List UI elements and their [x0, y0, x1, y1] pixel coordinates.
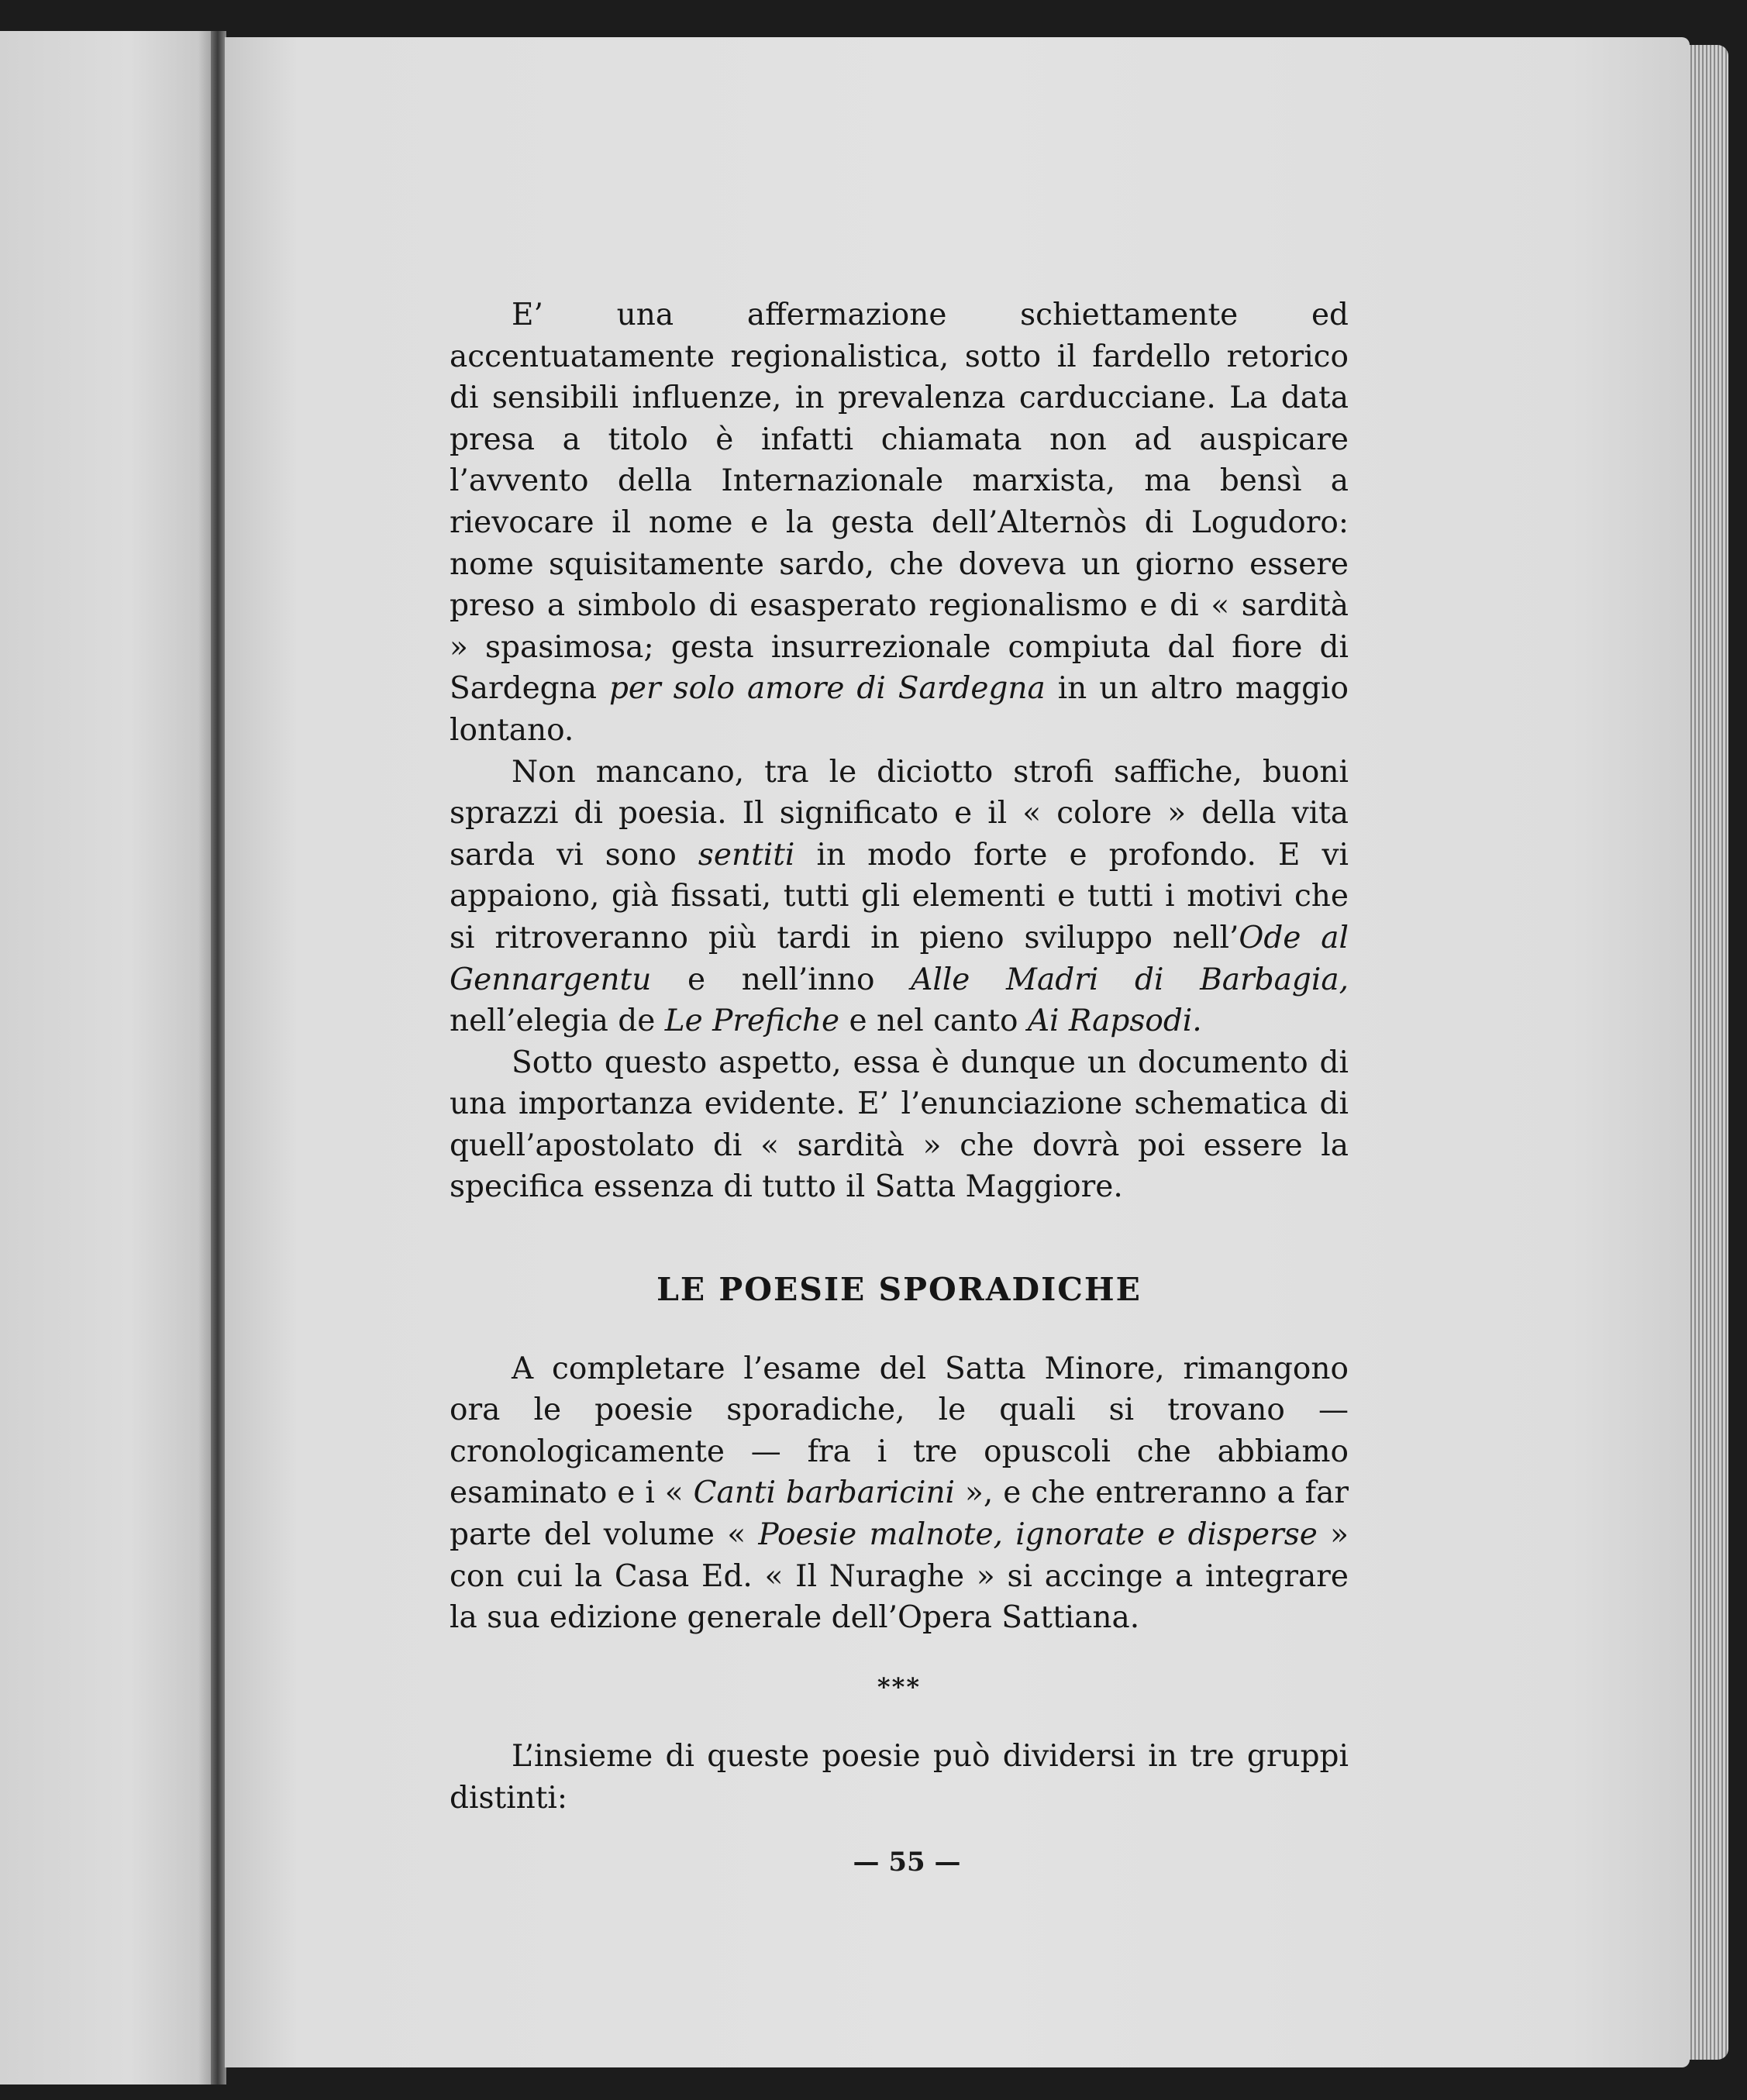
italic-text: Canti barbaricini [693, 1475, 956, 1511]
paragraphs-middle [450, 1348, 1349, 1639]
text-run: nell’elegia de [450, 1004, 665, 1039]
text-run: in modo forte e profondo. E vi appaiono, già fissati, tutti gli elementi e tutti i motivi che si ritroveranno più tardi in pieno sviluppo nell’ [450, 837, 1349, 955]
text-run: », e che entreranno a far parte del volume « [450, 1475, 1349, 1553]
page-text [450, 294, 1349, 1819]
paragraphs-top [450, 294, 1349, 1208]
text-run: Non mancano, tra le diciotto strofi saffiche, buoni sprazzi di poesia. Il significato e il « colore » della vita sarda vi sono [450, 754, 1349, 873]
paragraph [450, 294, 1349, 752]
section-title: LE POESIE SPORADICHE [656, 1271, 1142, 1309]
italic-text: per solo amore di Sardegna [608, 671, 1046, 707]
paragraph [450, 752, 1349, 1042]
text-run: E’ una affermazione schiettamente ed accentuatamente regionalistica, sotto il fardello retorico di sensibili influenze, in prevalenza carducciane. La data presa a titolo è infatti chiamata non ad auspicare l’avvento della Internazionale marxista, ma bensì a rievocare il nome e la gesta dell’Alternòs di Logudoro: nome squisitamente sardo, che doveva un giorno essere preso a simbolo di esasperato regionalismo e di « sardità » spasimosa; gesta insurrezionale compiuta dal fiore di Sardegna [450, 298, 1349, 707]
paragraph [450, 1736, 1349, 1819]
italic-text: Ode al Gennargentu [450, 920, 1349, 997]
text-run: L’insieme di queste poesie può dividersi in tre gruppi distinti: [450, 1739, 1349, 1816]
separator-stars: *** [877, 1671, 922, 1702]
italic-text: sentiti [698, 837, 795, 873]
text-run: » con cui la Casa Ed. « Il Nuraghe » si accinge a integrare la sua edizione generale dell’Opera Sattiana. [450, 1517, 1349, 1636]
paragraph [450, 1042, 1349, 1208]
page-edges [1688, 45, 1728, 2060]
left-page [0, 31, 215, 2085]
book-gutter [211, 31, 226, 2085]
paragraph [450, 1348, 1349, 1639]
text-run: A completare l’esame del Satta Minore, rimangono ora le poesie sporadiche, le quali si trovano — cronologicamente — fra i tre opuscoli che abbiamo esaminato e i « [450, 1351, 1349, 1511]
italic-text: Alle Madri di Barbagia, [911, 962, 1349, 997]
italic-text: Ai Rapsodi. [1027, 1004, 1202, 1039]
paragraphs-bottom [450, 1736, 1349, 1819]
text-run: e nel canto [839, 1004, 1028, 1039]
page-number: — 55 — [853, 1847, 961, 1878]
text-run: e nell’inno [651, 962, 911, 997]
italic-text: Poesie malnote, ignorate e disperse [758, 1517, 1318, 1553]
italic-text: Le Prefiche [664, 1004, 840, 1039]
text-run: Sotto questo aspetto, essa è dunque un documento di una importanza evidente. E’ l’enunciazione schematica di quell’apostolato di « sardità » che dovrà poi essere la specifica essenza di tutto il Satta Maggiore. [450, 1045, 1349, 1205]
text-run: in un altro maggio lontano. [450, 671, 1349, 748]
